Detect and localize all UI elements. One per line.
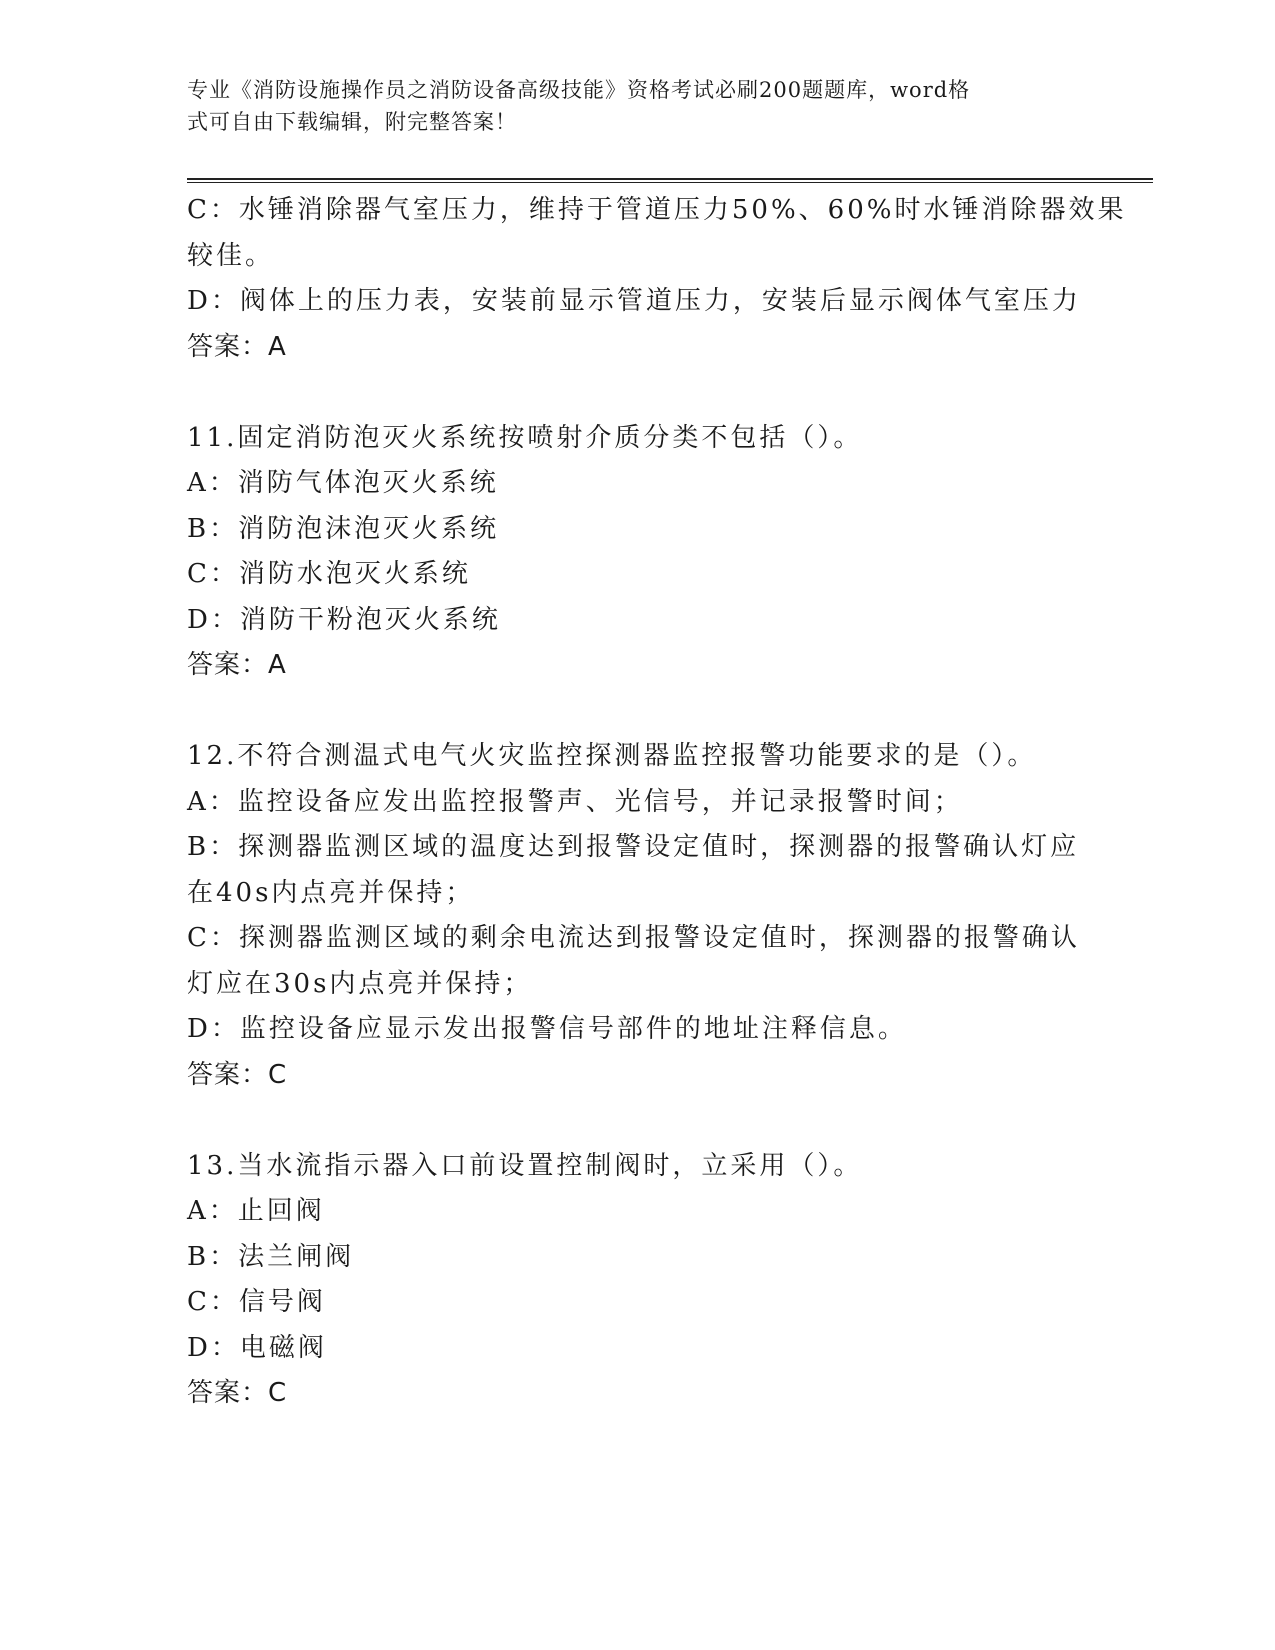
option-d: D：阀体上的压力表，安装前显示管道压力，安装后显示阀体气室压力 — [187, 286, 1081, 316]
option-a: A：止回阀 — [187, 1196, 325, 1226]
header-line-2: 式可自由下载编辑，附完整答案！ — [187, 110, 517, 134]
answer: 答案：A — [187, 331, 287, 362]
option-a: A：监控设备应发出监控报警声、光信号，并记录报警时间； — [187, 786, 963, 817]
question-stem: 11.固定消防泡灭火系统按喷射介质分类不包括（）。 — [187, 422, 863, 453]
option-c: C：信号阀 — [187, 1287, 326, 1317]
document-body — [187, 188, 1127, 1417]
question-stem: 12.不符合测温式电气火灾监控探测器监控报警功能要求的是（）。 — [187, 741, 1037, 771]
answer: 答案：A — [187, 650, 287, 680]
option-b: B：消防泡沫泡灭火系统 — [187, 513, 500, 544]
option-b-line-2: 在40s内点亮并保持； — [187, 877, 475, 908]
option-c-line-2: 灯应在30s内点亮并保持； — [187, 968, 533, 999]
header-divider-thick — [187, 178, 1153, 180]
blank-line — [187, 1098, 1087, 1144]
blank-line — [187, 370, 1087, 416]
question-13 — [187, 1144, 1087, 1417]
header-line-1: 专业《消防设施操作员之消防设备高级技能》资格考试必刷200题题库，word格 — [187, 78, 971, 102]
option-d: D：监控设备应显示发出报警信号部件的地址注释信息。 — [187, 1014, 907, 1044]
option-d: D：消防干粉泡灭火系统 — [187, 604, 501, 635]
answer: 答案：C — [187, 1378, 288, 1408]
option-c-line-1: C：探测器监测区域的剩余电流达到报警设定值时，探测器的报警确认 — [187, 923, 1080, 953]
option-b-line-1: B：探测器监测区域的温度达到报警设定值时，探测器的报警确认灯应 — [187, 832, 1080, 862]
header-divider-thin — [187, 182, 1153, 183]
answer: 答案：C — [187, 1059, 288, 1090]
option-c: C：消防水泡灭火系统 — [187, 559, 471, 589]
option-c-line-2: 较佳。 — [187, 240, 275, 271]
question-10-continuation — [187, 188, 1127, 370]
option-c-line-1: C：水锤消除器气室压力，维持于管道压力50%、60%时水锤消除器效果 — [187, 195, 1127, 225]
option-b: B：法兰闸阀 — [187, 1241, 355, 1272]
option-a: A：消防气体泡灭火系统 — [187, 468, 499, 498]
document-header — [187, 74, 1067, 138]
blank-line — [187, 689, 1087, 735]
option-d: D：电磁阀 — [187, 1332, 327, 1363]
question-11 — [187, 416, 1087, 689]
question-12 — [187, 734, 1087, 1098]
question-stem: 13.当水流指示器入口前设置控制阀时，立采用（）。 — [187, 1150, 863, 1181]
